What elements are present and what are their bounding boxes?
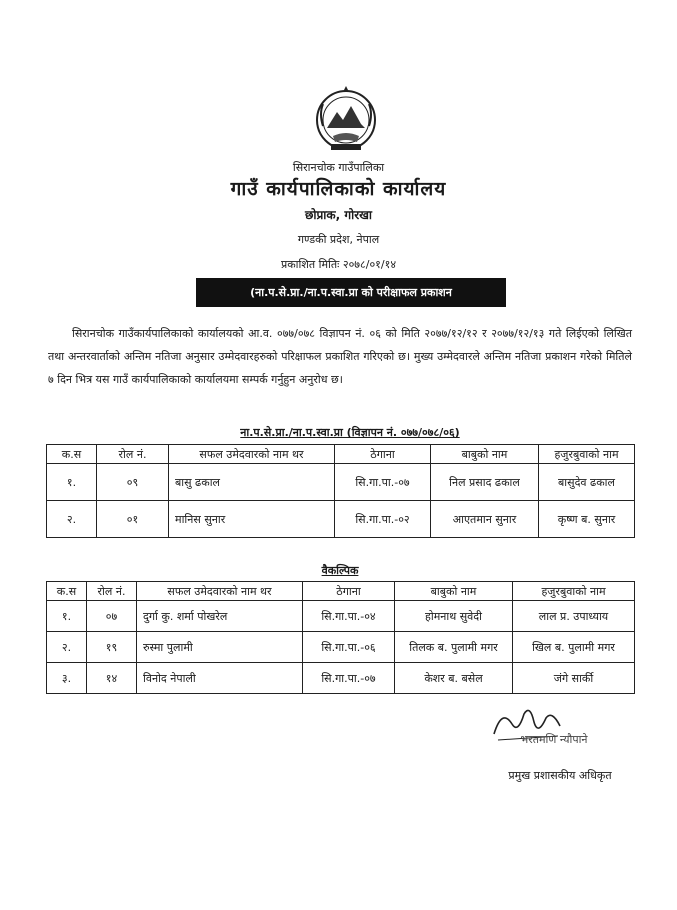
cell-roll: ०९	[97, 464, 169, 501]
col-name-header: सफल उमेदवारको नाम थर	[137, 582, 303, 601]
cell-roll: ०७	[87, 601, 137, 632]
office-address: छोप्राक, गोरखा	[304, 208, 373, 222]
office-name: गाउँ कार्यपालिकाको कार्यालय	[230, 178, 447, 200]
col-grandfather-header: हजुरबुवाको नाम	[513, 582, 635, 601]
cell-address: सि.गा.पा.-०७	[303, 663, 395, 694]
table-row	[47, 501, 635, 538]
cell-sn: २.	[47, 501, 97, 538]
cell-father: आएतमान सुनार	[431, 501, 539, 538]
name-stamp: भरतमणि न्यौपाने	[520, 733, 588, 746]
cell-roll: १४	[87, 663, 137, 694]
cell-roll: ०१	[97, 501, 169, 538]
col-address-header: ठेगाना	[335, 445, 431, 464]
nepal-emblem-icon	[313, 84, 379, 156]
table-header-row	[47, 445, 635, 464]
cell-sn: ३.	[47, 663, 87, 694]
cell-address: सि.गा.पा.-०४	[303, 601, 395, 632]
col-name-header: सफल उमेदवारको नाम थर	[169, 445, 335, 464]
cell-name: मानिस सुनार	[169, 501, 335, 538]
cell-sn: १.	[47, 601, 87, 632]
main-table-caption: ना.प.से.प्रा./ना.प.स्वा.प्रा (विज्ञापन नं. ०७७/०७८/०६)	[240, 426, 460, 439]
signatory-designation: प्रमुख प्रशासकीय अधिकृत	[508, 769, 612, 782]
col-father-header: बाबुको नाम	[395, 582, 513, 601]
cell-grandfather: जंगे सार्की	[513, 663, 635, 694]
cell-name: विनोद नेपाली	[137, 663, 303, 694]
cell-sn: १.	[47, 464, 97, 501]
cell-address: सि.गा.पा.-०७	[335, 464, 431, 501]
col-roll-header: रोल नं.	[87, 582, 137, 601]
col-grandfather-header: हजुरबुवाको नाम	[539, 445, 635, 464]
cell-address: सि.गा.पा.-०२	[335, 501, 431, 538]
cell-grandfather: लाल प्र. उपाध्याय	[513, 601, 635, 632]
cell-name: दुर्गा कु. शर्मा पोखरेल	[137, 601, 303, 632]
cell-name: रुस्मा पुलामी	[137, 632, 303, 663]
org-name: सिरानचोक गाउँपालिका	[292, 161, 385, 174]
cell-name: बासु ढकाल	[169, 464, 335, 501]
alternate-results-table	[46, 581, 635, 694]
col-roll-header: रोल नं.	[97, 445, 169, 464]
table-header-row	[47, 582, 635, 601]
cell-address: सि.गा.पा.-०६	[303, 632, 395, 663]
cell-sn: २.	[47, 632, 87, 663]
cell-grandfather: बासुदेव ढकाल	[539, 464, 635, 501]
table-row	[47, 464, 635, 501]
cell-father: निल प्रसाद ढकाल	[431, 464, 539, 501]
province: गण्डकी प्रदेश, नेपाल	[297, 233, 380, 246]
cell-roll: १९	[87, 632, 137, 663]
cell-father: केशर ब. बसेल	[395, 663, 513, 694]
col-address-header: ठेगाना	[303, 582, 395, 601]
col-father-header: बाबुको नाम	[431, 445, 539, 464]
table-row	[47, 601, 635, 632]
cell-father: तिलक ब. पुलामी मगर	[395, 632, 513, 663]
col-sn-header: क.स	[47, 582, 87, 601]
published-date: प्रकाशित मितिः २०७८/०१/१४	[280, 258, 397, 271]
table-row	[47, 663, 635, 694]
table-row	[47, 632, 635, 663]
cell-father: होमनाथ सुवेदी	[395, 601, 513, 632]
cell-grandfather: कृष्ण ब. सुनार	[539, 501, 635, 538]
main-results-table	[46, 444, 635, 538]
notice-body: सिरानचोक गाउँकार्यपालिकाको कार्यालयको आ.व. ०७७/०७८ विज्ञापन नं. ०६ को मिति २०७७/१२/१२ र २०७७/१२/१३ गते लिईएको लिखित तथा अन्तरवार्ताको अन्तिम नतिजा अनुसार उम्मेदवारहरुको परिक्षाफल प्रकाशित गरिएको छ। मुख्य उम्मेदवारले अन्तिम नतिजा प्रकाशन गरेको मितिले ७ दिन भित्र यस गाउँ कार्यपालिकाको कार्यालयमा सम्पर्क गर्नुहुन अनुरोध छ।	[48, 327, 632, 386]
cell-grandfather: खिल ब. पुलामी मगर	[513, 632, 635, 663]
notice-title-banner: (ना.प.से.प्रा./ना.प.स्वा.प्रा को परीक्षाफल प्रकाशन	[196, 278, 506, 307]
alt-table-caption: वैकल्पिक	[321, 564, 359, 577]
col-sn-header: क.स	[47, 445, 97, 464]
